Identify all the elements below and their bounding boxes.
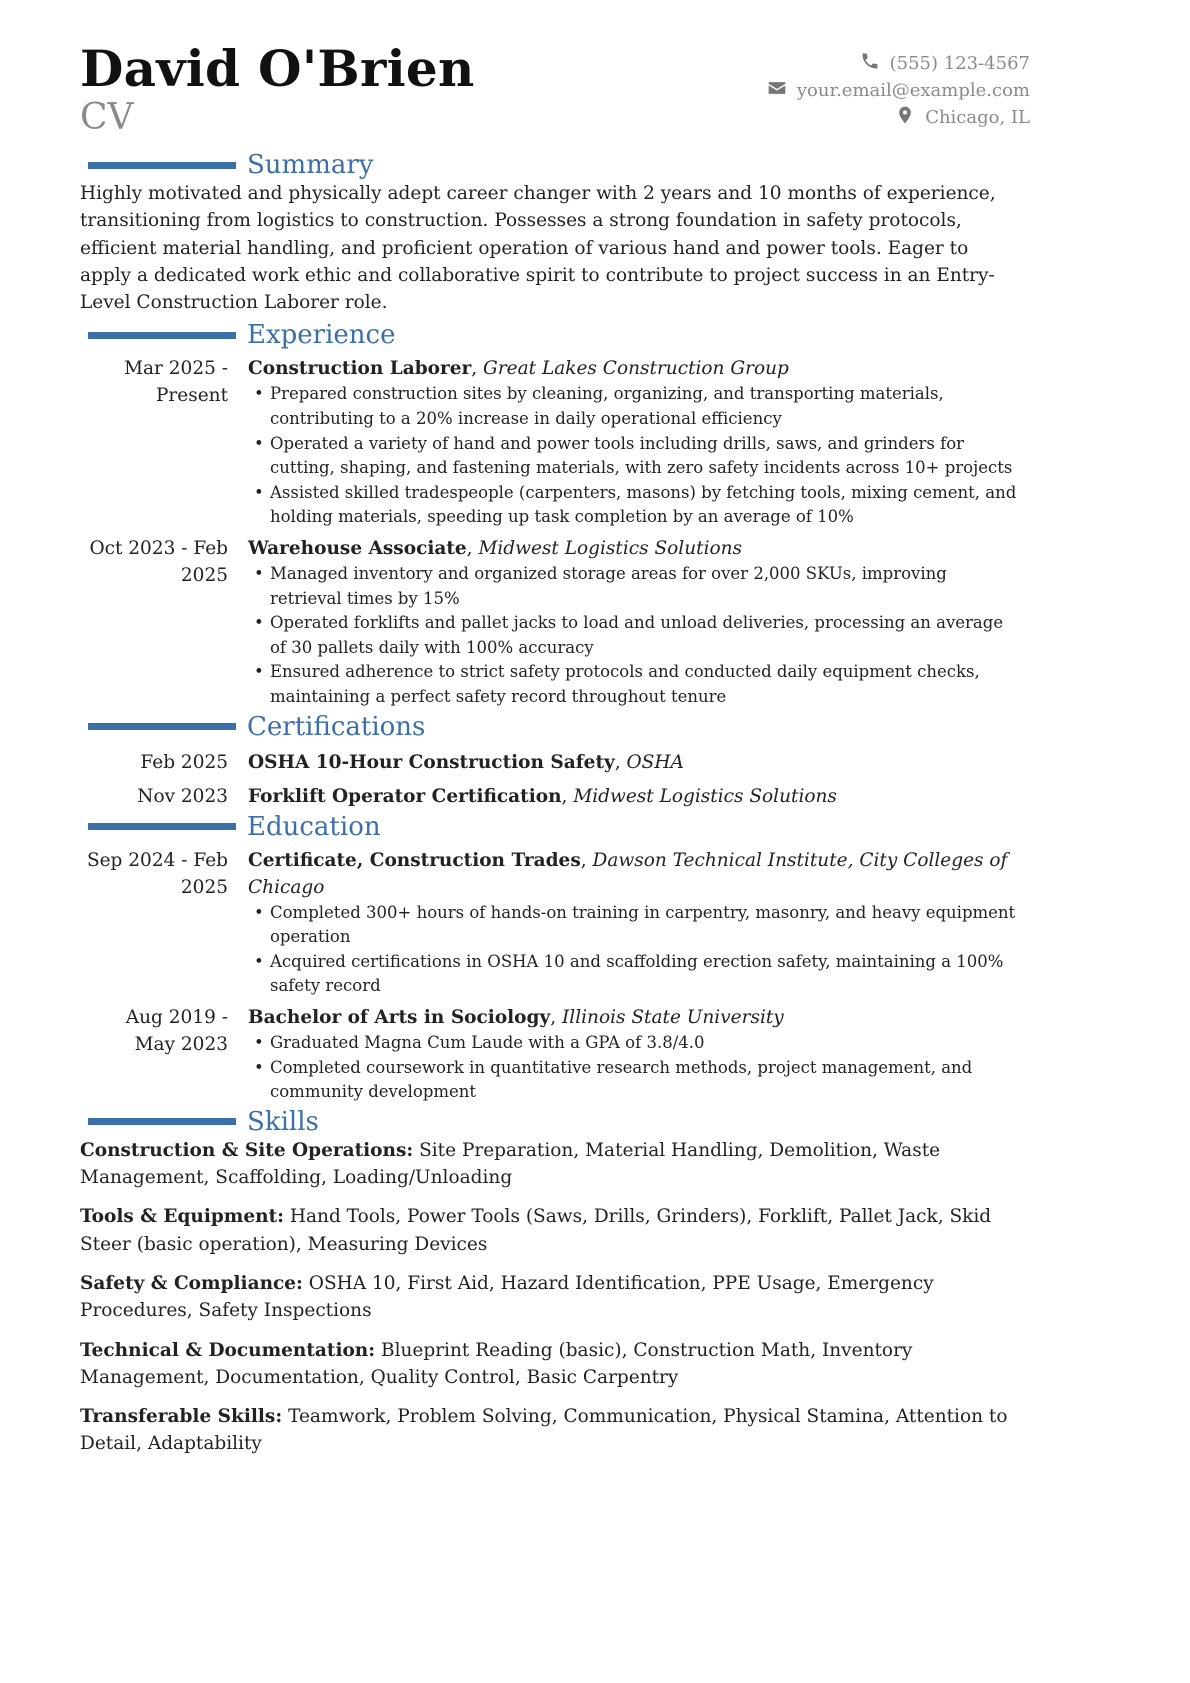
list-item: • Prepared construction sites by cleaning, organizing, and transporting materials, contributing to a 20% increase in daily operational efficiency — [270, 382, 1020, 431]
education-entry — [80, 1004, 1020, 1105]
list-item: • Ensured adherence to strict safety protocols and conducted daily equipment checks, maintaining a perfect safety record throughout tenure — [270, 660, 1020, 709]
entry-body: Bachelor of Arts in Sociology, Illinois State University • Graduated Magna Cum Laude with a GPA of 3.8/4.0 • Completed coursework in quantitative research methods, project management, and community development — [248, 1004, 1020, 1105]
entry-date — [80, 355, 248, 530]
skill-group — [80, 1337, 1025, 1392]
list-item: • Operated forklifts and pallet jacks to load and unload deliveries, processing an average of 30 pallets daily with 100% accuracy — [270, 611, 1020, 660]
list-item: • Completed 300+ hours of hands-on training in carpentry, masonry, and heavy equipment operation — [270, 901, 1020, 950]
skill-group — [80, 1137, 1025, 1192]
job-title: Construction Laborer — [248, 358, 472, 380]
skill-label: Construction & Site Operations: — [80, 1139, 414, 1161]
entry-date: Nov 2023 — [137, 785, 228, 807]
institution: Illinois State University — [561, 1006, 784, 1028]
certification-issuer: Midwest Logistics Solutions — [573, 785, 837, 807]
list-item: • Graduated Magna Cum Laude with a GPA of 3.8/4.0 — [270, 1031, 1020, 1056]
institution: Dawson Technical Institute, City Colleges of Chicago — [248, 849, 1008, 898]
summary-text: Highly motivated and physically adept career changer with 2 years and 10 months of experience, transitioning from logistics to construction. Possesses a strong foundation in safety protocols, efficient material handling, and proficient operation of various hand and power tools. Eager to apply a dedicated work ethic and collaborative spirit to contribute to project success in an Entry-Level Construction Laborer role. — [80, 183, 996, 314]
employer: Midwest Logistics Solutions — [478, 538, 743, 560]
date-line: Present — [155, 385, 228, 407]
resume-header — [80, 39, 1030, 148]
degree-title: Certificate, Construction Trades — [248, 849, 581, 871]
experience-entry — [80, 355, 1020, 530]
bullet-list — [248, 1031, 1020, 1105]
list-item: • Assisted skilled tradespeople (carpenters, masons) by fetching tools, mixing cement, and holding materials, speeding up task completion by an average of 10% — [270, 481, 1020, 530]
section-summary — [80, 150, 1020, 180]
entry-body: Warehouse Associate, Midwest Logistics Solutions • Managed inventory and organized storage areas for over 2,000 SKUs, improving retrieval times by 15% • Operated forklifts and pallet jacks to load and unload deliveries, processing an average of 30 pallets daily with 100% accuracy • Ensured adherence to strict safety protocols and conducted daily equipment checks, maintaining a perfect safety record throughout tenure — [248, 535, 1020, 710]
certification-title: OSHA 10-Hour Construction Safety — [248, 751, 615, 773]
phone-icon — [860, 51, 880, 76]
section-title-certifications: Certifications — [247, 711, 426, 742]
entry-date — [80, 535, 248, 710]
experience-entry — [80, 535, 1020, 710]
certification-entry — [80, 783, 1020, 810]
contact-email — [767, 77, 1030, 104]
location-text: Chicago, IL — [925, 107, 1030, 128]
section-title-education: Education — [247, 811, 381, 842]
contact-phone — [767, 50, 1030, 77]
skills-list — [80, 1137, 1020, 1458]
date-line: Sep 2024 - Feb — [86, 849, 228, 871]
email-link[interactable]: your.email@example.com — [796, 80, 1030, 101]
skill-group — [80, 1203, 1025, 1258]
section-title-experience: Experience — [247, 320, 396, 351]
contact-block — [767, 50, 1030, 131]
skill-items: OSHA 10, First Aid, Hazard Identification, PPE Usage, Emergency Procedures, Safety Inspections — [80, 1272, 934, 1322]
skill-items: Hand Tools, Power Tools (Saws, Drills, Grinders), Forklift, Pallet Jack, Skid Steer (basic operation), Measuring Devices — [80, 1206, 992, 1255]
phone-text[interactable]: (555) 123-4567 — [889, 53, 1030, 74]
education-entry — [80, 847, 1020, 999]
entry-body: Construction Laborer, Great Lakes Construction Group • Prepared construction sites by cleaning, organizing, and transporting materials, contributing to a 20% increase in daily operational efficiency • Operated a variety of hand and power tools including drills, saws, and grinders for cutting, shaping, and fastening materials, with zero safety incidents across 10+ projects • Assisted skilled tradespeople (carpenters, masons) by fetching tools, mixing cement, and holding materials, speeding up task completion by an average of 10% — [248, 355, 1020, 530]
skill-label: Safety & Compliance: — [80, 1272, 303, 1294]
degree-title: Bachelor of Arts in Sociology — [248, 1006, 551, 1028]
section-bar — [88, 332, 236, 339]
skill-items: Blueprint Reading (basic), Construction Math, Inventory Management, Documentation, Quality Control, Basic Carpentry — [80, 1339, 913, 1388]
date-line: Aug 2019 - — [125, 1006, 228, 1028]
employer: Great Lakes Construction Group — [483, 358, 789, 380]
skill-items: Site Preparation, Material Handling, Demolition, Waste Management, Scaffolding, Loading/Unloading — [80, 1139, 941, 1189]
bullet-list — [248, 562, 1020, 710]
job-title: Warehouse Associate — [248, 538, 467, 560]
certification-title: Forklift Operator Certification — [248, 785, 562, 807]
date-line: Oct 2023 - Feb — [89, 538, 228, 560]
envelope-icon — [767, 78, 787, 103]
date-line: May 2023 — [134, 1033, 228, 1055]
section-experience — [80, 320, 1020, 350]
list-item: • Completed coursework in quantitative research methods, project management, and community development — [270, 1056, 1020, 1105]
entry-date — [80, 1004, 248, 1105]
section-bar — [88, 823, 236, 830]
skill-group — [80, 1403, 1025, 1458]
certification-entry — [80, 749, 1020, 776]
section-bar — [88, 162, 236, 169]
date-line: 2025 — [180, 876, 228, 898]
section-title-skills: Skills — [247, 1106, 319, 1137]
list-item: • Managed inventory and organized storage areas for over 2,000 SKUs, improving retrieval times by 15% — [270, 562, 1020, 611]
entry-body: Forklift Operator Certification, Midwest Logistics Solutions — [248, 785, 837, 807]
date-line: Mar 2025 - — [124, 358, 228, 380]
entry-body: OSHA 10-Hour Construction Safety, OSHA — [248, 751, 684, 773]
section-title-summary: Summary — [247, 150, 374, 180]
skill-label: Transferable Skills: — [80, 1406, 283, 1428]
candidate-name: David O'Brien — [80, 39, 475, 98]
skill-label: Technical & Documentation: — [80, 1339, 376, 1361]
skill-items: Teamwork, Problem Solving, Communication, Physical Stamina, Attention to Detail, Adaptability — [80, 1406, 1008, 1455]
skill-label: Tools & Equipment: — [80, 1206, 284, 1228]
date-line: 2025 — [180, 565, 228, 587]
list-item: • Operated a variety of hand and power tools including drills, saws, and grinders for cutting, shaping, and fastening materials, with zero safety incidents across 10+ projects — [270, 432, 1020, 481]
list-item: • Acquired certifications in OSHA 10 and scaffolding erection safety, maintaining a 100% safety record — [270, 950, 1020, 999]
bullet-list — [248, 382, 1020, 530]
certification-issuer: OSHA — [626, 751, 684, 773]
bullet-list — [248, 901, 1020, 999]
entry-body: Certificate, Construction Trades, Dawson Technical Institute, City Colleges of Chicago • Completed 300+ hours of hands-on training in carpentry, masonry, and heavy equipment operation • Acquired certifications in OSHA 10 and scaffolding erection safety, maintaining a 100% safety record — [248, 847, 1020, 999]
section-education — [80, 812, 1020, 842]
contact-location — [767, 104, 1030, 131]
section-bar — [88, 1118, 236, 1125]
section-skills — [80, 1107, 1020, 1137]
map-pin-icon — [895, 105, 915, 130]
document-subtitle: CV — [80, 97, 134, 138]
skill-group — [80, 1270, 1025, 1325]
resume-page — [80, 39, 1030, 1470]
entry-date: Feb 2025 — [140, 751, 228, 773]
section-certifications — [80, 712, 1020, 742]
entry-date — [80, 847, 248, 999]
section-bar — [88, 723, 236, 730]
